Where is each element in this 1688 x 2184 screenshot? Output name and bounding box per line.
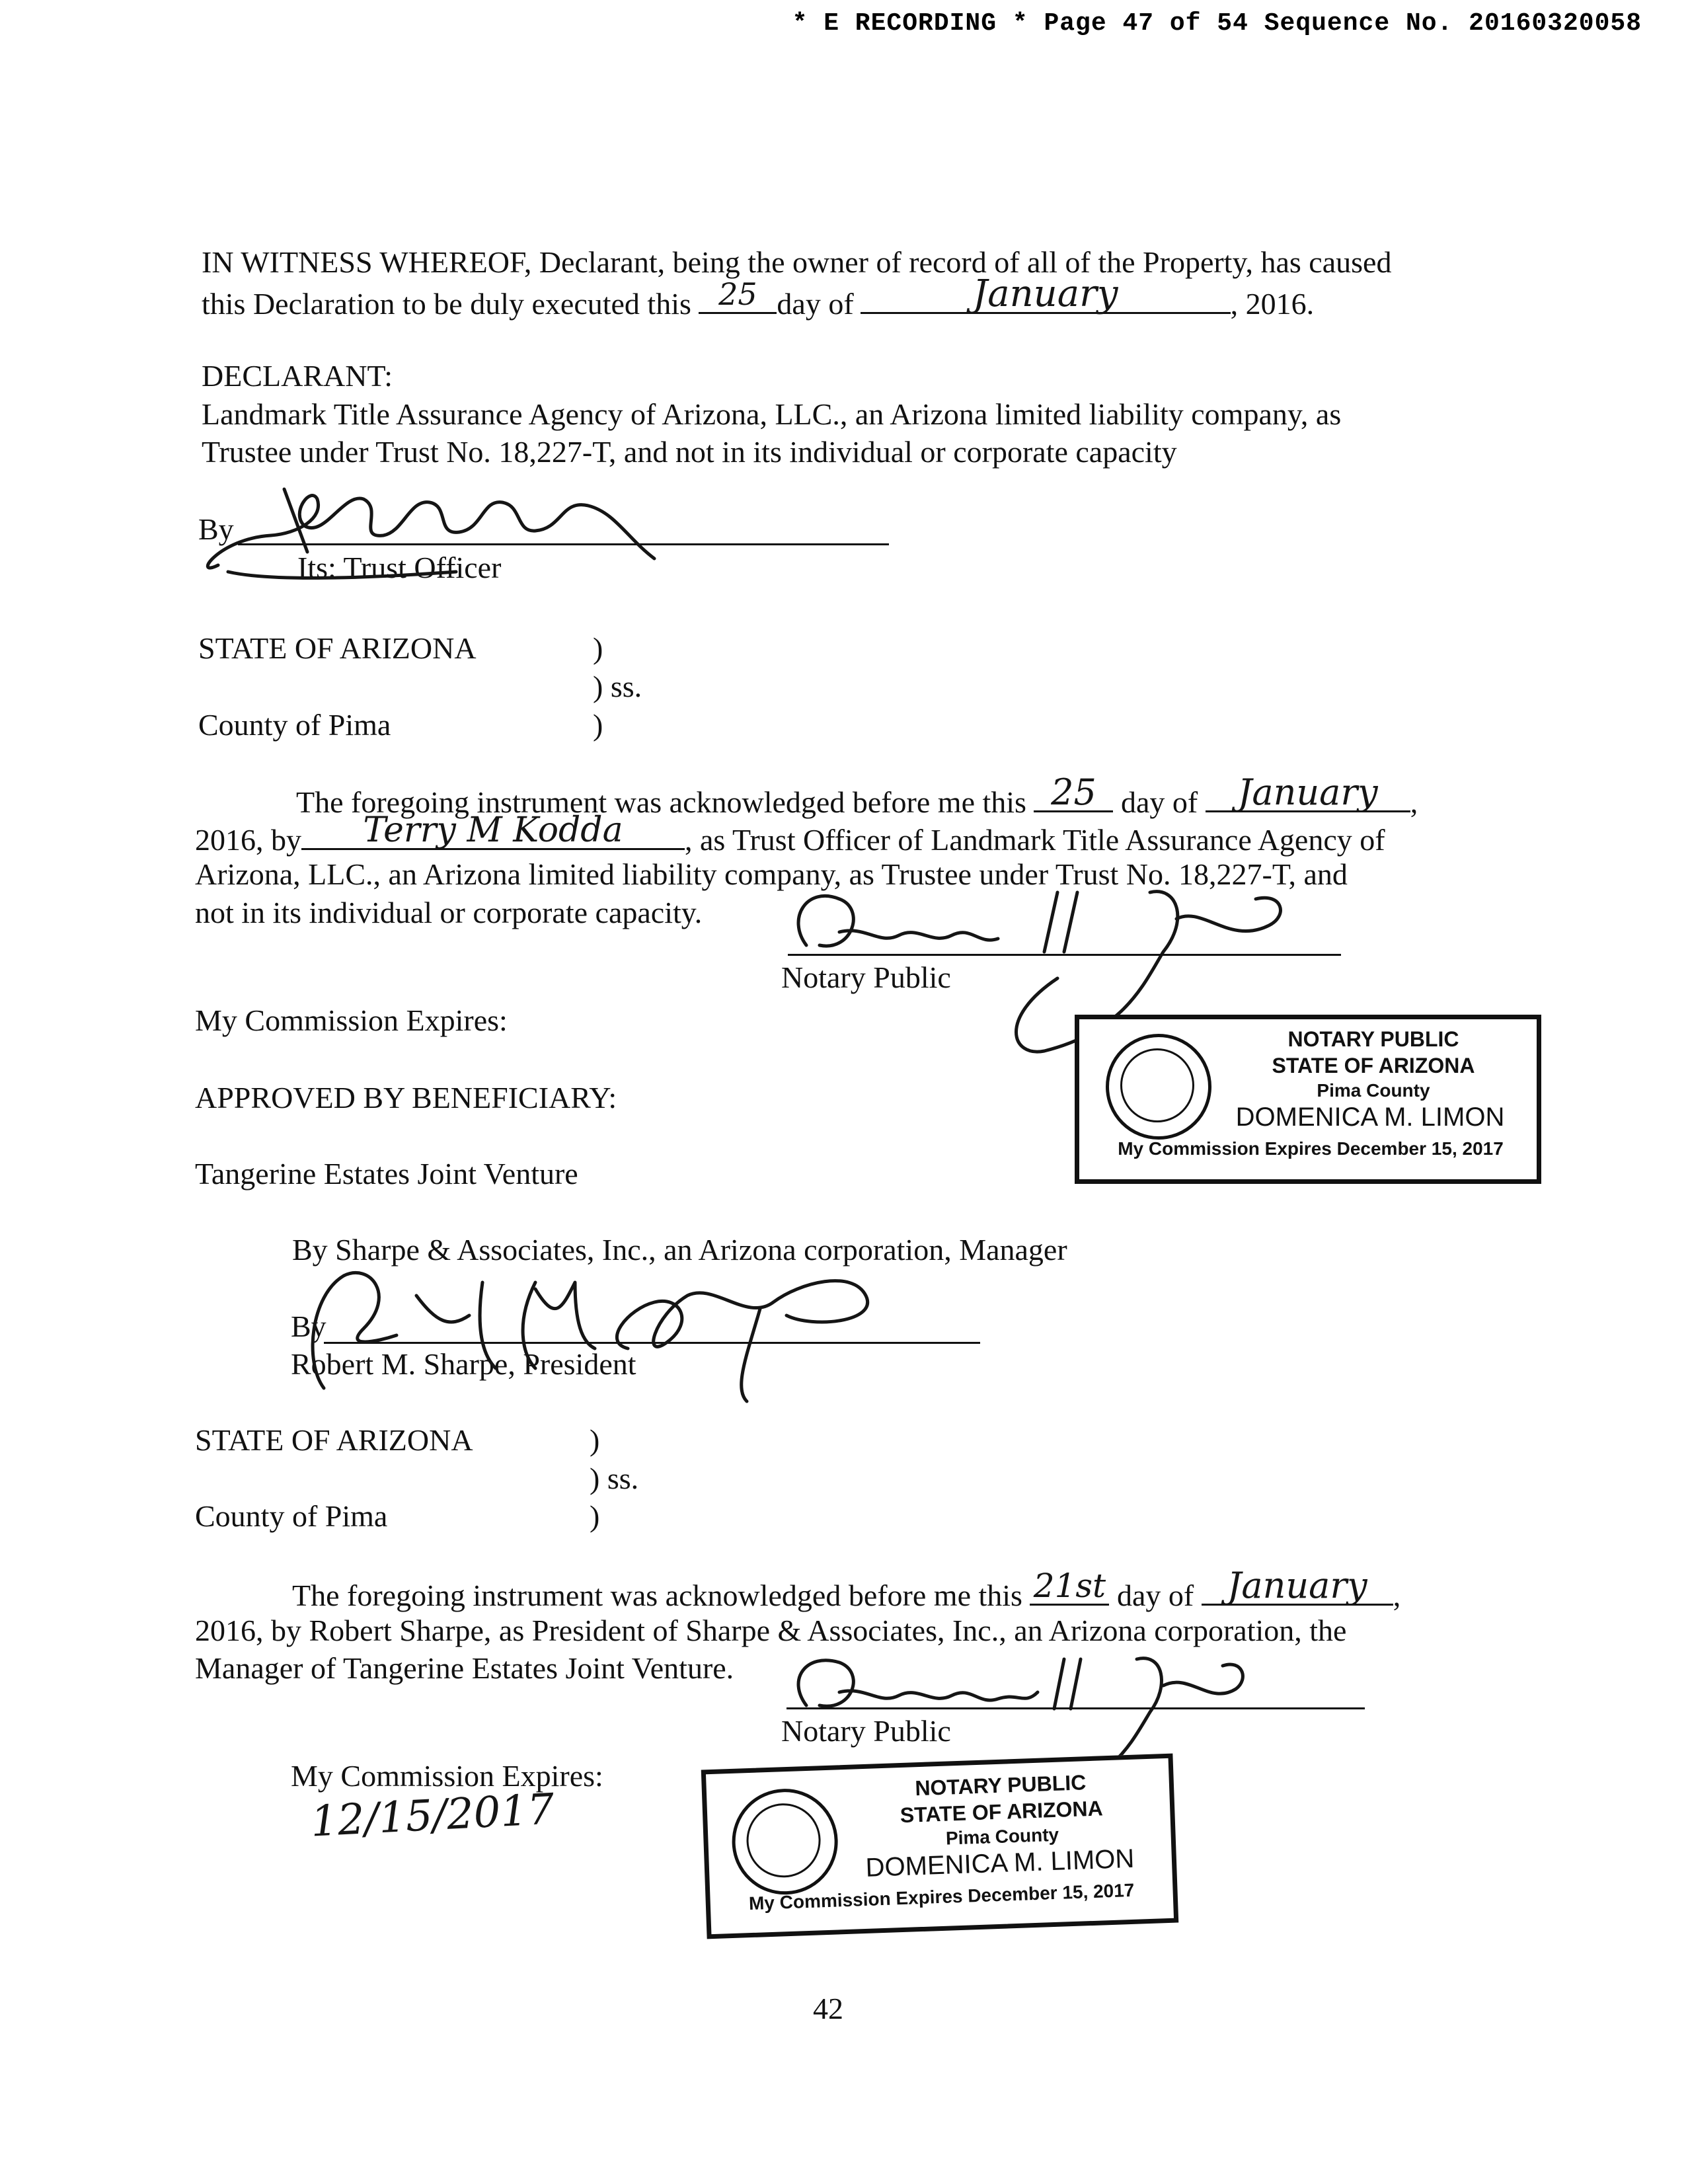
page-number: 42 (813, 1992, 843, 2025)
ack1-line-2 (195, 810, 1385, 859)
beneficiary-heading: APPROVED BY BENEFICIARY: (195, 1081, 617, 1114)
ack1-text-c: , (1410, 785, 1418, 819)
witness-text-a: this Declaration to be duly executed this (202, 287, 691, 321)
witness-line-2 (202, 272, 1315, 323)
ack1-name-blank (301, 810, 685, 850)
beneficiary-by-label: By (291, 1309, 326, 1343)
witness-text-b: day of (777, 287, 854, 321)
declarant-heading: DECLARANT: (202, 359, 393, 393)
witness-day-blank (699, 276, 777, 314)
ack2-month: January (1227, 1565, 1367, 1606)
ack2-text-c: , (1393, 1579, 1401, 1612)
stamp1-line-4: DOMENICA M. LIMON (1235, 1103, 1505, 1132)
declarant-line-1: Landmark Title Assurance Agency of Arizona, LLC., an Arizona limited liability company, as (202, 397, 1342, 431)
ack1-notary-label: Notary Public (781, 960, 951, 994)
venue1-paren-1: ) (593, 631, 603, 665)
venue2-paren-3: ) (590, 1499, 600, 1533)
stamp1-line-1: NOTARY PUBLIC (1287, 1027, 1459, 1051)
ack2-text-b: day of (1116, 1579, 1194, 1612)
witness-line-1: IN WITNESS WHEREOF, Declarant, being the owner of record of all of the Property, has caused (202, 245, 1392, 279)
notary-seal-1-inner-icon (1120, 1048, 1194, 1122)
stamp1-line-5: My Commission Expires December 15, 2017 (1118, 1138, 1504, 1159)
venue2-county: County of Pima (195, 1499, 388, 1533)
venue1-state: STATE OF ARIZONA (198, 631, 477, 665)
ack2-line-2: 2016, by Robert Sharpe, as President of Sharpe & Associates, Inc., an Arizona corporation, the (195, 1614, 1347, 1647)
beneficiary-by-line: By Sharpe & Associates, Inc., an Arizona corporation, Manager (292, 1233, 1067, 1267)
ack2-day: 21st (1033, 1567, 1106, 1605)
ack2-commission-label: My Commission Expires: (291, 1759, 603, 1793)
recording-header: * E RECORDING * Page 47 of 54 Sequence No. 20160320058 (792, 9, 1642, 38)
declarant-by-label: By (198, 512, 234, 546)
declarant-signer-title: Its: Trust Officer (297, 551, 502, 584)
venue1-paren-3: ) (593, 708, 603, 742)
ack1-commission-label: My Commission Expires: (195, 1003, 508, 1037)
stamp2-line-2: STATE OF ARIZONA (900, 1796, 1104, 1828)
ack2-line-3: Manager of Tangerine Estates Joint Venture. (195, 1651, 734, 1685)
ack1-month: January (1237, 771, 1378, 813)
witness-month-blank (861, 272, 1231, 315)
ack1-text-e: , as Trust Officer of Landmark Title Assurance Agency of (685, 823, 1385, 857)
ack1-line-3: Arizona, LLC., an Arizona limited liability company, as Trustee under Trust No. 18,227-T, and (195, 857, 1348, 891)
beneficiary-signer: Robert M. Sharpe, President (291, 1347, 636, 1381)
witness-text-c: , 2016. (1230, 287, 1315, 321)
beneficiary-signature (284, 1256, 892, 1408)
venue2-ss: ) ss. (590, 1462, 639, 1495)
declarant-line-2: Trustee under Trust No. 18,227-T, and not in its individual or corporate capacity (202, 435, 1177, 469)
ack1-text-d: 2016, by (195, 823, 301, 857)
ack1-line-4: not in its individual or corporate capacity. (195, 896, 703, 929)
stamp1-line-2: STATE OF ARIZONA (1272, 1054, 1475, 1077)
ack1-notary-line (788, 954, 1341, 956)
venue2-state: STATE OF ARIZONA (195, 1423, 473, 1457)
ack2-notary-line (786, 1707, 1365, 1709)
beneficiary-entity: Tangerine Estates Joint Venture (195, 1157, 578, 1190)
ack1-name: Terry M Kodda (363, 810, 623, 850)
stamp2-line-4: DOMENICA M. LIMON (864, 1844, 1135, 1883)
stamp2-line-1: NOTARY PUBLIC (914, 1770, 1087, 1801)
stamp2-line-3: Pima County (945, 1824, 1059, 1849)
ack2-commission-date: 12/15/2017 (309, 1785, 556, 1847)
ack1-month-blank (1206, 771, 1410, 813)
declarant-signature (192, 473, 668, 592)
venue1-ss: ) ss. (593, 670, 642, 703)
ack1-text-b: day of (1120, 785, 1198, 819)
ack2-line-1 (292, 1565, 1401, 1615)
ack1-day: 25 (1051, 771, 1096, 813)
notary-stamp-2 (701, 1754, 1178, 1939)
notary-stamp-1 (1075, 1015, 1541, 1184)
stamp2-line-5: My Commission Expires December 15, 2017 (748, 1879, 1135, 1914)
witness-day: 25 (718, 276, 757, 312)
ack2-notary-label: Notary Public (781, 1714, 951, 1748)
venue2-paren-1: ) (590, 1423, 600, 1457)
witness-month: January (972, 272, 1118, 315)
ack1-day-blank (1034, 771, 1113, 813)
ack2-text-a: The foregoing instrument was acknowledged before me this (292, 1579, 1022, 1612)
venue1-county: County of Pima (198, 708, 391, 742)
ack1-text-a: The foregoing instrument was acknowledged before me this (296, 785, 1026, 819)
ack2-month-blank (1202, 1565, 1393, 1606)
stamp1-line-3: Pima County (1317, 1080, 1430, 1101)
ack2-day-blank (1030, 1567, 1109, 1606)
